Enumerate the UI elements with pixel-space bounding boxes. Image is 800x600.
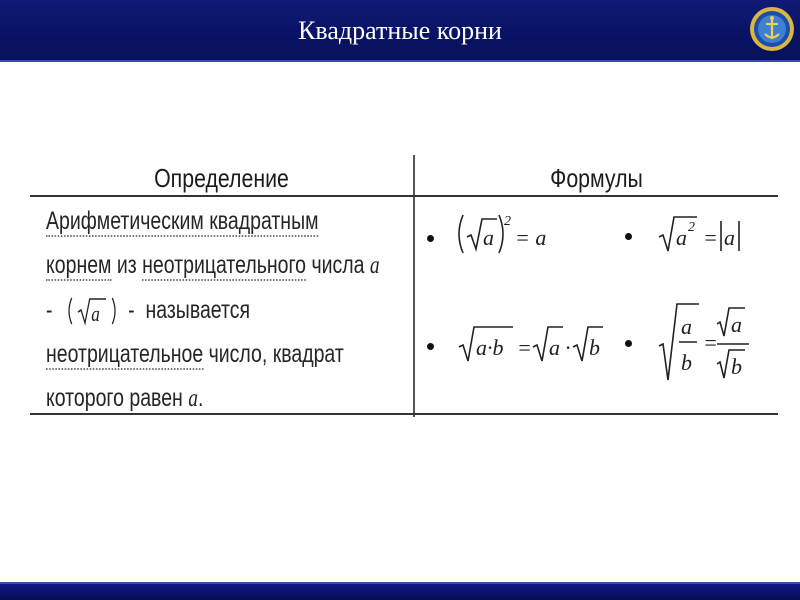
svg-text:a: a [483,225,494,250]
svg-text:b: b [589,335,600,360]
formula-sqrt-quotient [657,300,757,388]
svg-text:a: a [724,225,735,250]
svg-text:b: b [681,350,692,375]
header-rule [30,195,778,197]
sqrt-a-symbol [66,294,121,328]
svg-text:·: · [565,335,571,360]
svg-text:=: = [517,335,532,360]
definition-table [30,155,778,417]
svg-text:2: 2 [688,220,695,235]
footer-bar [0,582,800,600]
definition-line-1: Арифметическим квадратным [46,207,319,235]
formula-bullet-1 [427,235,434,242]
svg-text:=: = [703,225,718,250]
svg-text:a: a [681,314,692,339]
svg-text:b: b [731,354,742,379]
svg-text:a: a [91,302,101,327]
formula-sqrt-squared [455,207,565,261]
formula-bullet-2 [625,233,632,240]
emblem-icon [749,6,795,52]
column-header-formulas: Формулы [550,163,643,193]
definition-text [46,199,380,421]
svg-text:a: a [731,312,742,337]
definition-line-3: - a - называется [46,296,251,327]
formula-sqrt-product [457,321,607,369]
svg-text:a: a [549,335,560,360]
formula-bullet-3 [427,343,434,350]
formula-sqrt-a-squared [657,209,757,259]
svg-text:2: 2 [504,214,511,229]
formula-bullet-4 [625,340,632,347]
svg-text:a·b: a·b [476,335,504,360]
definition-line-5: которого равен a. [46,384,204,412]
svg-text:=: = [703,330,718,355]
svg-text:a: a [676,225,687,250]
svg-text:= a: = a [515,225,547,250]
title-bar [0,0,800,62]
slide-title: Квадратные корни [298,16,502,45]
definition-line-4: неотрицательное число, квадрат [46,340,344,368]
definition-line-2: корнем из неотрицательного числа a [46,251,380,279]
column-header-definition: Определение [154,163,289,193]
